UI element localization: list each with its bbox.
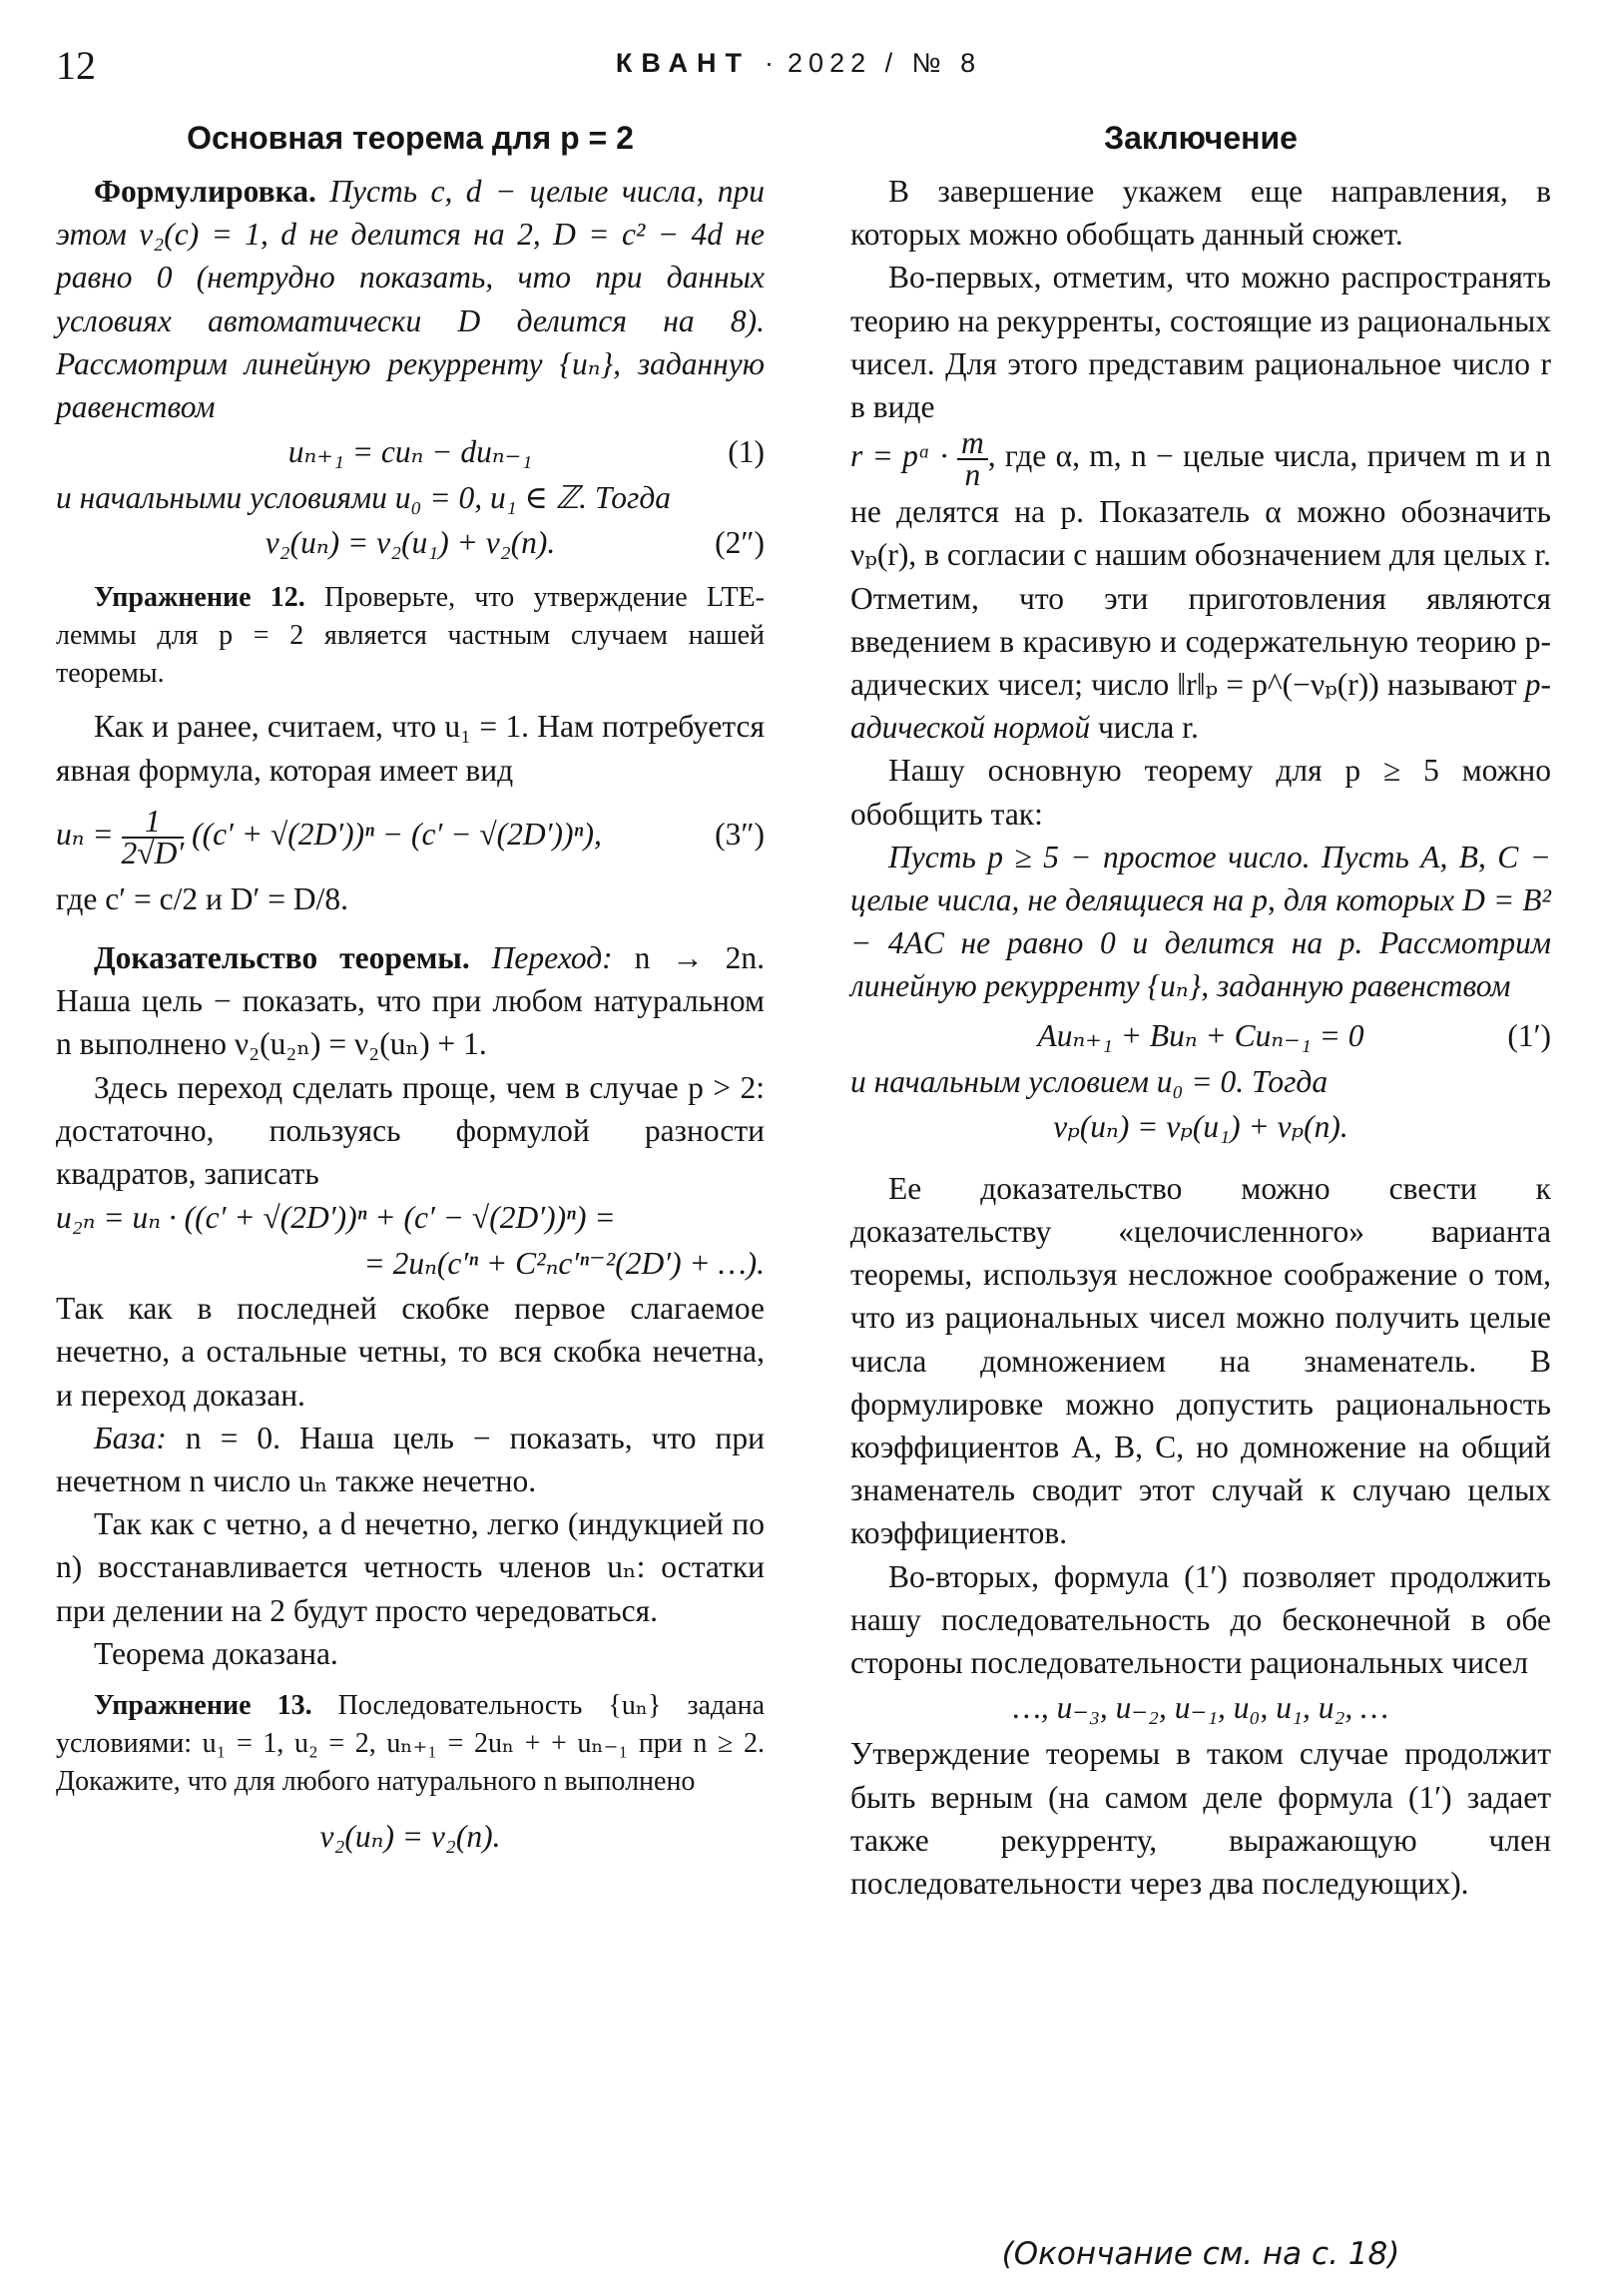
- proof-label: Доказательство теоремы.: [94, 940, 470, 976]
- equation-4-line-2: = 2uₙ(c′ⁿ + C²ₙc′ⁿ⁻²(2D′) + …).: [363, 1246, 765, 1282]
- rational-formula-fraction: [957, 425, 988, 493]
- since-paragraph: Так как в последней скобке первое слагаемое нечетно, а остальные четны, то вся скобка нечетна, и переход доказан.: [56, 1291, 765, 1413]
- equation-p-valuation-body: νₚ(uₙ) = νₚ(u₁) + νₚ(n).: [1053, 1108, 1348, 1144]
- initial-conditions-text: и начальными условиями u₀ = 0, u₁ ∈ ℤ. Тогда: [56, 480, 672, 516]
- conclusion-paragraph-2: Во-первых, отметим, что можно распространять теорию на рекурренты, состоящие из рациональных чисел. Для этого представим рациональное число r в виде: [850, 260, 1551, 425]
- equation-1-prime-number: (1′): [1507, 1017, 1551, 1053]
- journal-issue: 2022 / № 8: [788, 48, 982, 78]
- parity-paragraph: Так как c четно, а d нечетно, легко (индукцией по n) восстанавливается четность членов uₙ: остатки при делении на 2 будут просто чередоваться.: [56, 1506, 765, 1628]
- base-paragraph: [56, 1417, 765, 1502]
- conclusion-paragraph-proof-reduction: Ее доказательство можно свести к доказательству «целочисленного» варианта теоремы, используя несложное соображение о том, что из рациональных чисел можно получить целые числа домножением на знаменатель. В формулировке можно допустить рациональность коэффициентов A, B, C, но домножение на общий знаменатель сводит этот случай к случаю целых коэффициентов.: [850, 1170, 1551, 1551]
- base-text: n = 0. Наша цель − показать, что при нечетном n число uₙ также нечетно.: [56, 1420, 766, 1499]
- equation-p-valuation: [850, 1103, 1551, 1151]
- exercise-13-equation-body: ν₂(uₙ) = ν₂(n).: [319, 1819, 501, 1855]
- formula-intro-paragraph: Как и ранее, считаем, что u₁ = 1. Нам потребуется явная формула, которая имеет вид: [56, 709, 765, 788]
- p-adic-norm-term: p-адической нормой: [850, 667, 1551, 746]
- sequence-body: …, u₋₃, u₋₂, u₋₁, u₀, u₁, u₂, …: [1012, 1690, 1389, 1726]
- rational-representation-paragraph: [850, 425, 1552, 749]
- formulation-text: Пусть c, d − целые числа, при этом ν₂(c) = 1, d не делится на 2, D = c² − 4d не равно 0 (нетрудно показать, что при данных условиях автоматически D делится на 8). Рассмотрим линейную рекурренту {uₙ}, заданную равенством: [56, 174, 765, 425]
- equation-1-body: uₙ₊₁ = cuₙ − duₙ₋₁: [287, 434, 533, 470]
- exercise-12: [56, 579, 765, 693]
- equation-3-fraction: [121, 803, 185, 870]
- exercise-13: [56, 1687, 765, 1801]
- journal-title-line: [0, 48, 1597, 79]
- equation-3-fraction-den: 2√D′: [121, 835, 185, 870]
- proof-step-label: Переход:: [491, 940, 613, 976]
- equation-2-body: ν₂(uₙ) = ν₂(u₁) + ν₂(n).: [265, 525, 556, 561]
- exercise-13-label: Упражнение 13.: [94, 1690, 312, 1722]
- theorem-proved: Теорема доказана.: [94, 1635, 338, 1671]
- equation-3-body: ((c′ + √(2D′))ⁿ − (c′ − √(2D′))ⁿ),: [192, 816, 602, 852]
- section-heading-main-theorem: Основная теорема для p = 2: [187, 120, 634, 156]
- equation-3-fraction-num: 1: [122, 807, 185, 839]
- formulation-label: Формулировка.: [94, 174, 316, 209]
- initial-condition-text: и начальным условием u₀ = 0. Тогда: [850, 1063, 1329, 1099]
- exercise-13-equation: [56, 1813, 765, 1861]
- equation-4-line-1: u₂ₙ = uₙ · ((c′ + √(2D′))ⁿ + (c′ − √(2D′))ⁿ) =: [56, 1200, 616, 1236]
- continuation-note: (Окончание см. на с. 18): [1001, 2236, 1400, 2272]
- conclusion-paragraph-3: Нашу основную теорему для p ≥ 5 можно обобщить так:: [850, 753, 1551, 832]
- conclusion-paragraph-1: В завершение укажем еще направления, в которых можно обобщать данный сюжет.: [850, 174, 1551, 253]
- equation-3: [56, 792, 765, 877]
- base-label: База:: [94, 1420, 167, 1455]
- rational-representation-text: , где α, m, n − целые числа, причем m и n не делятся на p. Показатель α можно обозначить νₚ(r), в согласии с нашим обозначением для целых r. Отметим, что эти приготовления являются введением в красивую и содержательную теорию p-адических чисел; число ‖r‖ₚ = p^(−νₚ(r)) называют: [850, 438, 1552, 703]
- journal-name: КВАНТ: [615, 48, 752, 78]
- equation-1-prime: [850, 1012, 1551, 1060]
- proof-text: n → 2n. Наша цель − показать, что при любом натуральном n выполнено ν₂(u₂ₙ) = ν₂(uₙ) + 1.: [56, 940, 766, 1062]
- section-heading-conclusion: Заключение: [1104, 120, 1298, 156]
- equation-1-prime-body: Auₙ₊₁ + Buₙ + Cuₙ₋₁ = 0: [1037, 1017, 1364, 1053]
- equation-4: [56, 1195, 765, 1287]
- rational-formula-den: n: [964, 457, 981, 493]
- equation-2-number: (2″): [715, 525, 765, 561]
- equation-3-number: (3″): [715, 816, 765, 852]
- rational-representation-end: числа r.: [1097, 710, 1199, 746]
- proof-paragraph: [56, 936, 765, 1066]
- header-separator: ·: [765, 48, 775, 78]
- equation-1: [56, 428, 765, 476]
- where-line: где c′ = c/2 и D′ = D/8.: [56, 880, 348, 916]
- equation-1-number: (1): [728, 434, 765, 470]
- page-header: [0, 42, 1597, 92]
- rational-formula-num: m: [957, 428, 988, 460]
- difference-of-squares-paragraph: Здесь переход сделать проще, чем в случае p > 2: достаточно, пользуясь формулой разности квадратов, записать: [56, 1069, 765, 1192]
- exercise-12-text: Проверьте, что утверждение LTE-леммы для p = 2 является частным случаем нашей теоремы.: [56, 582, 765, 690]
- equation-3-lhs: uₙ =: [56, 816, 114, 852]
- right-column: [850, 118, 1551, 1905]
- conclusion-paragraph-secondly: Во-вторых, формула (1′) позволяет продолжить нашу последовательность до бесконечной в обе стороны последовательности рациональных чисел: [850, 1558, 1551, 1681]
- generalized-theorem-statement: Пусть p ≥ 5 − простое число. Пусть A, B, C − целые числа, не делящиеся на p, для которых D = B² − 4AC не равно 0 и делится на p. Рассмотрим линейную рекурренту {uₙ}, заданную равенством: [850, 839, 1551, 1004]
- equation-2: [56, 519, 765, 567]
- sequence-line: [850, 1684, 1551, 1732]
- page-number: 12: [56, 43, 96, 88]
- exercise-13-text: Последовательность {uₙ} задана условиями: u₁ = 1, u₂ = 2, uₙ₊₁ = 2uₙ + + uₙ₋₁ при n ≥ 2. Докажите, что для любого натурального n выполнено: [56, 1690, 766, 1798]
- formulation-paragraph: [56, 170, 765, 428]
- left-column: [56, 118, 765, 1861]
- conclusion-paragraph-final: Утверждение теоремы в таком случае продолжит быть верным (на самом деле формула (1′) задает также рекурренту, выражающую член последовательности через два последующих).: [850, 1736, 1551, 1901]
- rational-formula-lhs: r = pᵅ ·: [850, 438, 948, 474]
- exercise-12-label: Упражнение 12.: [94, 582, 305, 614]
